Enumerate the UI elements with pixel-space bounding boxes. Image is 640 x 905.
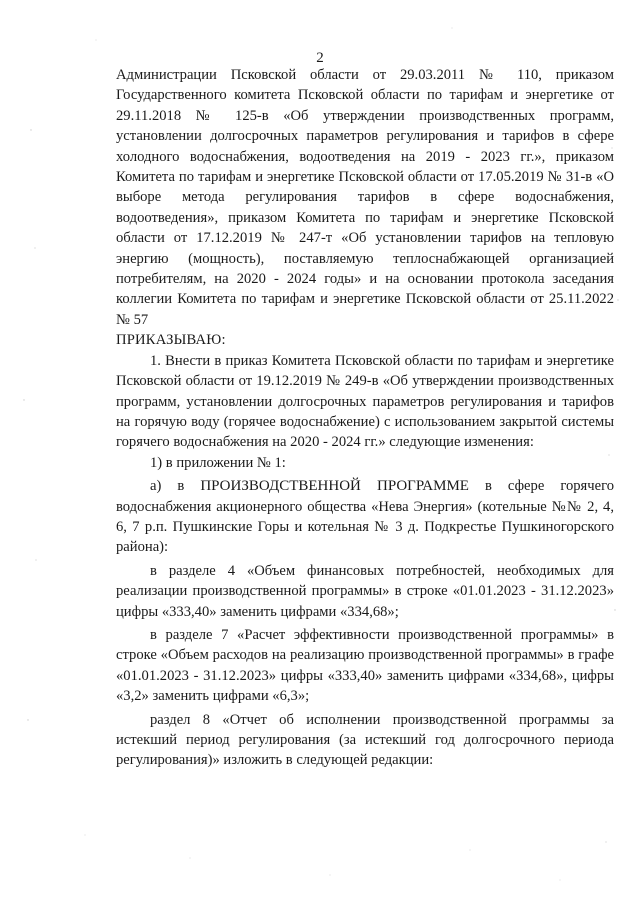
subitem-a — [116, 476, 614, 558]
item-1-paragraph: 1. Внести в приказ Комитета Псковской области по тарифам и энергетике Псковской области от 19.12.2019 № 249-в «Об утверждении производственных программ, установлении долгосрочных параметров регулирования и тарифов на горячую воду (горячее водоснабжение) с использованием закрытой системы горячего водоснабжения на 2020 - 2024 гг.» следующие изменения: — [116, 352, 614, 451]
document-body — [116, 65, 614, 771]
section-7-paragraph: в разделе 7 «Расчет эффективности производственной программы» в строке «Объем расходов на реализацию производственной программы» в графе «01.01.2023 - 31.12.2023» цифры «333,40» заменить цифрами «334,68», цифры «3,2» заменить цифрами «6,3»; — [116, 626, 614, 705]
subitem-a-prefix: а) в — [150, 478, 185, 495]
order-word: ПРИКАЗЫВАЮ: — [116, 332, 226, 349]
section-8-paragraph: раздел 8 «Отчет об исполнении производственной программы за истекший период регулирования (за истекший год долгосрочного периода регулирования)» изложить в следующей редакции: — [116, 711, 614, 769]
subitem-1: 1) в приложении № 1: — [150, 454, 286, 471]
intro-paragraph: Администрации Псковской области от 29.03.2011 № 110, приказом Государственного комитета Псковской области по тарифам и энергетике от 29.11.2018 № 125-в «Об утверждении производственных программ, установлении долгосрочных параметров регулирования и тарифов в сфере холодного водоснабжения, водоотведения на 2019 - 2023 гг.», приказом Комитета по тарифам и энергетике Псковской области от 17.05.2019 № 31-в «О выборе метода регулирования тарифов в сфере водоснабжения, водоотведения», приказом Комитета по тарифам и энергетике Псковской области от 17.12.2019 № 247-т «Об установлении тарифов на тепловую энергию (мощность), поставляемую теплоснабжающей организацией потребителям, на 2020 - 2024 годы» и на основании протокола заседания коллегии Комитета по тарифам и энергетике Псковской области от 25.11.2022 № 57 — [116, 67, 614, 328]
section-4-paragraph: в разделе 4 «Объем финансовых потребностей, необходимых для реализации производственной программы» в строке «01.01.2023 - 31.12.2023» цифры «333,40» заменить цифрами «334,68»; — [116, 562, 614, 620]
subitem-a-rest: в сфере горячего водоснабжения акционерного общества «Нева Энергия» (котельные №№ 2, 4, 6, 7 р.п. Пушкинские Горы и котельная № 3 д. Подкрестье Пушкиногорского района): — [116, 478, 614, 556]
program-title-caps: ПРОИЗВОДСТВЕННОЙ ПРОГРАММЕ — [200, 478, 469, 495]
page-number: 2 — [316, 50, 324, 66]
